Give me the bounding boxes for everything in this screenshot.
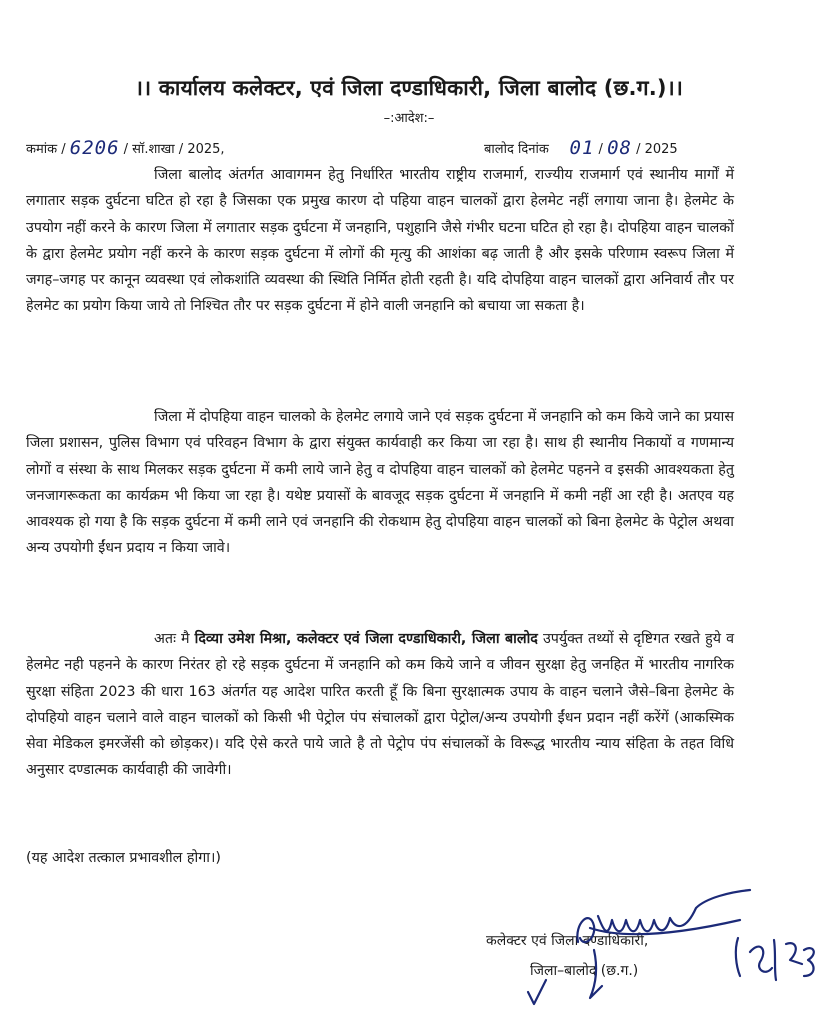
date-label: बालोद दिनांक bbox=[484, 142, 549, 157]
handwritten-order-number: 6206 bbox=[69, 137, 120, 159]
order-number-prefix: कमांक / bbox=[26, 142, 66, 157]
handwritten-date-month: 08 bbox=[607, 137, 632, 159]
signatory-district: जिला–बालोद (छ.ग.) bbox=[530, 963, 639, 979]
paragraph-3 bbox=[26, 626, 734, 784]
order-number-suffix: / सॉ.शाखा / 2025, bbox=[123, 142, 225, 157]
paragraph-1: जिला बालोद अंतर्गत आवागमन हेतु निर्धारित भारतीय राष्ट्रीय राजमार्ग, राज्यीय राजमार्ग एवं स्थानीय मार्गों में लगातार सड़क दुर्घटना घटित हो रहा है जिसका एक प्रमुख कारण दो पहिया वाहन चालकों द्वारा हेलमेट नहीं लगाया जाना है। हेलमेट के उपयोग नहीं करने के कारण जिला में लगातार सड़क दुर्घटना में जनहानि, पशुहानि जैसे गंभीर घटना घटित हो रहा है। दोपहिया वाहन चालकों के द्वारा हेलमेट प्रयोग नहीं करने के कारण सड़क दुर्घटना में लोगों की मृत्यु की आशंका बढ़ जाती है और इसके परिणाम स्वरूप जिला में जगह–जगह पर कानून व्यवस्था एवं लोकशांति व्यवस्था की स्थिति निर्मित होती रहती है। यदि दोपहिया वाहन चालकों द्वारा अनिवार्य तौर पर हेलमेट का प्रयोग किया जाये तो निश्चित तौर पर सड़क दुर्घटना में होने वाली जनहानि को बचाया जा सकता है। bbox=[26, 167, 734, 315]
date-separator: / bbox=[598, 142, 603, 157]
date-year: / 2025 bbox=[636, 142, 678, 157]
effect-note: (यह आदेश तत्काल प्रभावशील होगा।) bbox=[26, 850, 221, 866]
order-heading: –:आदेश:– bbox=[383, 111, 435, 126]
order-date bbox=[484, 136, 678, 158]
reference-line bbox=[26, 130, 792, 160]
signature-date: 01/8/25 bbox=[736, 927, 798, 946]
collector-name: दिव्या उमेश मिश्रा, कलेक्टर एवं जिला दण्डाधिकारी, जिला बालोद bbox=[194, 631, 538, 647]
paragraph-2: जिला में दोपहिया वाहन चालको के हेलमेट लगाये जाने एवं सड़क दुर्घटना में जनहानि को कम किये जाने का प्रयास जिला प्रशासन, पुलिस विभाग एवं परिवहन विभाग के द्वारा संयुक्त कार्यवाही कर किया जा रहा है। साथ ही स्थानीय निकायों व गणमान्य लोगों व संस्था के साथ मिलकर सड़क दुर्घटना में कमी लाये जाने हेतु व दोपहिया वाहन चालकों को हेलमेट पहनने व इसकी आवश्यकता हेतु जनजागरूकता का कार्यक्रम भी किया जा रहा है। यथेष्ट प्रयासों के बावजूद सड़क दुर्घटना में जनहानि में कमी नहीं आ रही है। अतएव यह आवश्यक हो गया है कि सड़क दुर्घटना में कमी लाने एवं जनहानि की रोकथाम हेतु दोपहिया वाहन चालकों को बिना हेलमेट के पेट्रोल अथवा अन्य उपयोगी ईंधन प्रदाय न किया जावे। bbox=[26, 409, 734, 557]
paragraph-3-body: उपर्युक्त तथ्यों से दृष्टिगत रखते हुये व हेलमेट नही पहनने के कारण निरंतर हो रहे सड़क दुर्घटना में जनहानि को कम किये जाने व जीवन सुरक्षा हेतु जनहित में भारतीय नागरिक सुरक्षा संहिता 2023 की धारा 163 अंतर्गत यह आदेश पारित करती हूँ कि बिना सुरक्षात्मक उपाय के वाहन चलाने जैसे–बिना हेलमेट के दोपहियो वाहन चलाने वाले वाहन चालकों को किसी भी पेट्रोल पंप संचालकों द्वारा पेट्रोल/अन्य उपयोगी ईंधन प्रदान नहीं करेंगें (आकस्मिक सेवा मेडिकल इमरजेंसी को छोड़कर)। यदि ऐसे करते पाये जाते है तो पेट्रोप पंप संचालकों के विरूद्ध भारतीय न्याय संहिता के तहत विधि अनुसार दण्डात्मक कार्यवाही की जावेगी। bbox=[26, 631, 735, 779]
paragraph-3-lead: अतः मै bbox=[154, 631, 190, 647]
handwritten-date-day: 01 bbox=[569, 137, 595, 159]
signatory-designation: कलेक्टर एवं जिला दण्डाधिकारी, bbox=[486, 933, 649, 949]
handwritten-signature bbox=[520, 880, 818, 1010]
office-title: ।। कार्यालय कलेक्टर, एवं जिला दण्डाधिकारी, जिला बालोद (छ.ग.)।। bbox=[134, 76, 684, 100]
order-number bbox=[26, 136, 225, 158]
